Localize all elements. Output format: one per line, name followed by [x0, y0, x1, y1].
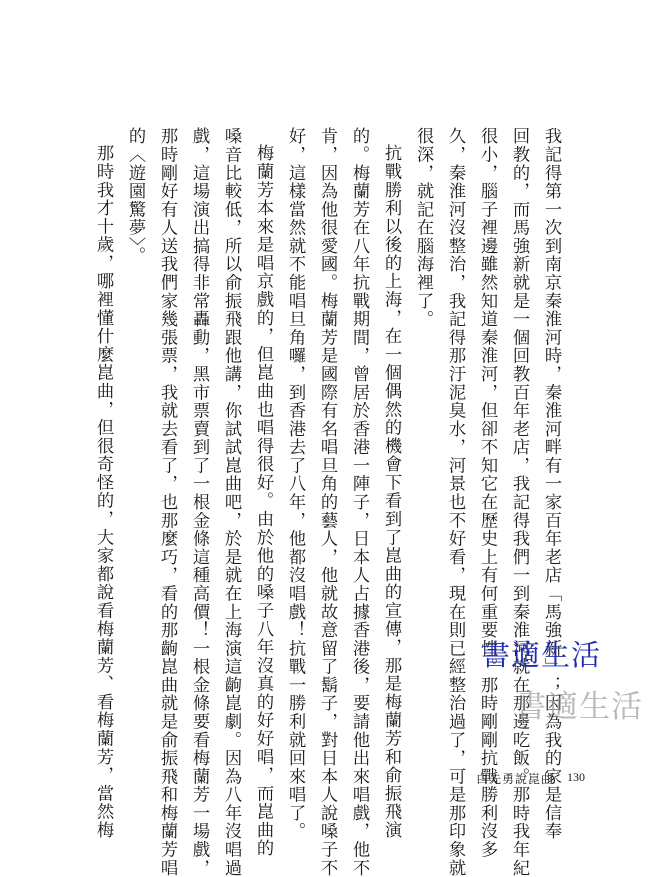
text-column-1: 我記得第一次到南京秦淮河時，秦淮河畔有一家百年老店「馬強新」；因為我的家是信奉: [541, 127, 561, 841]
page-number: 130: [567, 770, 585, 784]
footer-book-title: 白先勇說崑曲: [476, 772, 555, 786]
watermark-secondary: 書適生活: [515, 689, 643, 725]
text-column-12: 戲，這場演出搞得非常轟動，黑市票賣到了一根金條這種高價！一根金條要看梅蘭芳一場戲，: [189, 127, 209, 877]
text-column-5: 很深，就記在腦海裡了。: [413, 127, 433, 329]
text-column-14: 的〈遊園驚夢〉。: [125, 127, 145, 265]
text-column-15: 那時我才十歲，哪裡懂什麼崑曲，但很奇怪的，大家都說看梅蘭芳、看梅蘭芳，當然梅: [93, 144, 113, 840]
watermark-primary: 書適生活: [481, 638, 602, 672]
text-column-8: 肯，因為他很愛國。梅蘭芳是國際有名唱旦角的藝人，他就故意留了鬍子，對日本人說嗓子不: [317, 127, 337, 877]
text-column-7: 的。梅蘭芳在八年抗戰期間，曾居於香港一陣子，日本人占據香港後，要請他出來唱戲，他不: [349, 127, 369, 877]
text-column-4: 久，秦淮河沒整治，我記得那汙泥臭水，河景也不好看，現在則已經整治過了，可是那印象就: [445, 127, 465, 877]
text-column-9: 好，這樣當然就不能唱旦角囉，到香港去了八年，他都沒唱戲！抗戰一勝利就回來唱了。: [285, 127, 305, 841]
text-column-2: 回教的，而馬強新就是一個回教百年老店，我記得我們一到秦淮河就在那邊吃飯。那時我年紀: [509, 127, 529, 877]
text-column-6: 抗戰勝利以後的上海，在一個偶然的機會下看到了崑曲的宣傳，那是梅蘭芳和俞振飛演: [381, 144, 401, 840]
text-column-13: 那時剛好有人送我們家幾張票，我就去看了，也那麼巧，看的那齣崑曲就是俞振飛和梅蘭芳唱: [157, 127, 177, 877]
text-column-10: 梅蘭芳本來是唱京戲的，但崑曲也唱得很好。由於他的嗓子八年沒真的好好唱，而崑曲的: [253, 144, 273, 858]
text-column-11: 嗓音比較低，所以俞振飛跟他講，你試試崑曲吧，於是就在上海演這齣崑劇。因為八年沒唱過: [221, 127, 241, 877]
text-column-3: 很小，腦子裡邊雖然知道秦淮河，但卻不知它在歷史上有何重要性。那時剛剛抗戰勝利沒多: [477, 127, 497, 859]
